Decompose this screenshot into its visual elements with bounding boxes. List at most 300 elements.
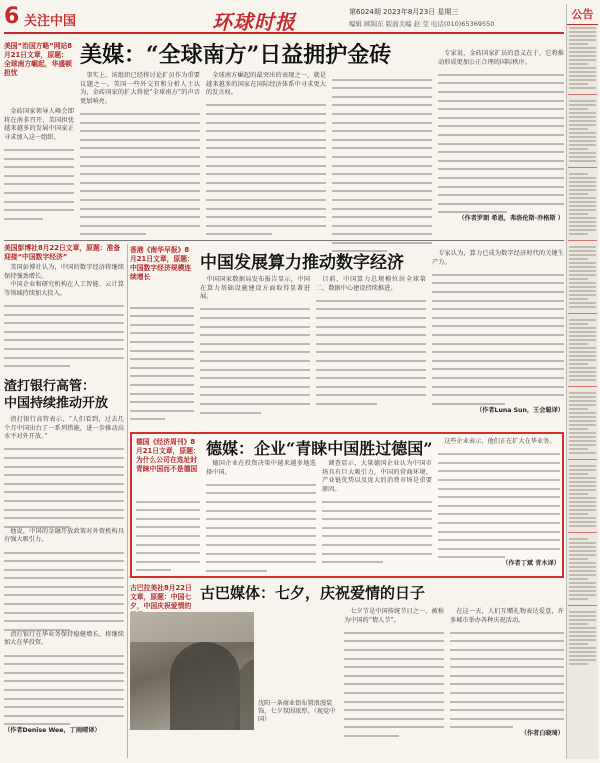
text-line — [80, 201, 200, 210]
text-line — [438, 481, 560, 490]
text-line — [316, 336, 426, 345]
notice-line — [569, 469, 596, 471]
text-line — [316, 353, 426, 362]
qixi-deck: 古巴拉美社8月22日文章，原题：中国七夕，中国庆祝爱情的 — [130, 584, 192, 610]
digital-prep-article — [4, 244, 124, 374]
text-line — [432, 353, 564, 362]
text-line — [432, 284, 564, 293]
text-line — [438, 541, 560, 550]
text-line — [438, 515, 560, 524]
text-line — [4, 468, 124, 477]
notice-line — [569, 136, 596, 138]
bank-paragraph: 渣打银行在华业务保持稳健增长，将继续加大在华投资。 — [4, 630, 124, 647]
text-line — [316, 310, 426, 319]
digital-body-col2 — [316, 276, 426, 426]
notice-line — [569, 343, 588, 345]
qixi-headline: 古巴媒体：七夕，庆祝爱情的日子 — [200, 584, 426, 602]
text-line — [130, 395, 194, 404]
section-name: 关注中国 — [24, 14, 77, 29]
notice-line — [569, 266, 596, 268]
text-line — [80, 149, 200, 158]
text-line — [344, 642, 444, 651]
text-line — [316, 371, 426, 380]
notice-line — [569, 67, 596, 69]
notice-line — [569, 140, 596, 142]
text-line — [80, 106, 200, 115]
text-line — [438, 110, 564, 119]
digital-prep-paragraph: 美国彭博社认为，中国的数字经济将继续保持强劲增长。 — [4, 264, 124, 280]
text-line — [450, 625, 564, 634]
text-line — [4, 657, 124, 666]
text-line — [450, 668, 564, 677]
notice-line — [569, 586, 596, 588]
lead-body-col1 — [4, 108, 74, 258]
notice-line — [569, 339, 596, 341]
text-line — [130, 317, 194, 326]
notice-line — [568, 532, 597, 533]
notice-line — [569, 448, 588, 450]
text-line — [438, 179, 564, 188]
text-line — [80, 210, 200, 219]
text-line — [432, 310, 564, 319]
text-line — [438, 102, 564, 111]
text-line — [316, 388, 426, 397]
notice-line — [569, 124, 596, 126]
text-line — [4, 708, 124, 717]
feature-deck: 德国《经济周刊》8月21日文章，原题：为什么公司在选址时青睐中国而不是德国 — [136, 438, 200, 473]
notice-line — [569, 355, 596, 357]
column-rule — [127, 244, 128, 758]
notice-line — [569, 558, 588, 560]
notice-line — [569, 274, 596, 276]
text-lines — [4, 442, 124, 528]
text-line — [432, 388, 564, 397]
qixi-body-col1 — [344, 608, 444, 758]
notice-line — [569, 550, 596, 552]
notice-line — [568, 386, 597, 387]
text-line — [438, 67, 564, 76]
text-line — [130, 369, 194, 378]
text-line — [344, 720, 444, 729]
notice-line — [569, 554, 596, 556]
text-line — [4, 614, 124, 623]
text-line — [438, 76, 564, 85]
text-line — [136, 546, 200, 555]
text-line — [200, 396, 310, 405]
qixi-paragraph: 在这一天，人们互赠礼物表达爱意，许多城市举办各种庆祝活动。 — [450, 608, 564, 624]
text-line — [344, 660, 444, 669]
notice-line — [568, 459, 597, 460]
notice-line — [569, 473, 588, 475]
text-line — [344, 694, 444, 703]
notice-line — [569, 282, 596, 284]
text-line — [432, 276, 564, 285]
notice-line — [569, 619, 596, 621]
text-line — [200, 362, 310, 371]
lead-paragraph: 事实上，该组织已经将讨论扩员作为重要议题之一。美国一些外交官和分析人士认为，金砖国家的扩大将使“全球南方”的声音更加响亮。 — [80, 72, 200, 105]
notice-line — [569, 132, 596, 134]
text-lines — [4, 142, 74, 219]
text-line — [332, 227, 432, 236]
text-line — [450, 660, 564, 669]
notice-line — [568, 313, 597, 314]
feature-byline: （作者丁斌 青木译） — [502, 560, 560, 568]
text-line — [136, 537, 200, 546]
text-line — [344, 728, 399, 737]
text-line — [316, 362, 426, 371]
notice-text — [567, 27, 598, 665]
text-line — [130, 386, 194, 395]
text-line — [322, 546, 432, 555]
text-line — [438, 127, 564, 136]
notice-line — [569, 505, 596, 507]
text-lines — [438, 447, 560, 559]
feature-body-col1 — [206, 460, 316, 578]
text-line — [4, 511, 124, 520]
text-line — [450, 634, 564, 643]
text-lines — [80, 106, 200, 235]
text-line — [438, 472, 560, 481]
digital-deck: 香港《南华早报》8月21日文章，原题：中国数字经济规模连续增长 — [130, 246, 194, 281]
notice-line — [569, 108, 588, 110]
text-line — [450, 694, 564, 703]
text-line — [136, 503, 200, 512]
text-line — [4, 648, 124, 657]
notice-line — [569, 39, 596, 41]
text-line — [316, 379, 426, 388]
notice-line — [569, 513, 588, 515]
text-line — [4, 605, 124, 614]
text-line — [432, 345, 564, 354]
notice-line — [569, 43, 588, 45]
notice-line — [569, 598, 588, 600]
text-line — [130, 360, 194, 369]
text-line — [206, 486, 316, 495]
notice-line — [569, 193, 588, 195]
text-line — [4, 485, 124, 494]
text-line — [130, 352, 194, 361]
notice-line — [569, 400, 596, 402]
lead-headline: 美媒：“全球南方”日益拥护金砖 — [80, 42, 392, 68]
notice-line — [569, 363, 588, 365]
text-line — [130, 334, 194, 343]
notice-line — [569, 104, 596, 106]
notice-line — [569, 359, 596, 361]
text-line — [332, 124, 432, 133]
text-line — [432, 370, 564, 379]
bank-article — [4, 378, 124, 758]
text-line — [344, 651, 444, 660]
bank-headline-line1: 渣打银行高管： — [4, 379, 96, 394]
text-line — [4, 185, 74, 194]
notice-line — [569, 173, 588, 175]
text-line — [206, 141, 326, 150]
notice-line — [569, 156, 596, 158]
text-line — [130, 309, 194, 318]
feature-body-col2 — [322, 460, 432, 578]
text-line — [332, 210, 432, 219]
text-line — [432, 319, 564, 328]
text-lines — [332, 72, 432, 252]
notice-line — [569, 562, 596, 564]
text-line — [332, 175, 432, 184]
notice-line — [569, 229, 596, 231]
notice-line — [569, 379, 596, 381]
text-line — [206, 563, 267, 572]
notice-line — [569, 331, 596, 333]
photo-caption: 沈阳一条商业街布置浪漫装饰，七夕氛围浓厚。（视觉中国） — [258, 700, 336, 723]
text-lines — [136, 494, 200, 571]
text-line — [4, 442, 124, 451]
notice-line — [569, 420, 596, 422]
notice-line — [569, 120, 596, 122]
text-line — [200, 328, 310, 337]
text-line — [200, 379, 310, 388]
text-line — [4, 307, 124, 316]
text-line — [4, 476, 124, 485]
text-line — [332, 115, 432, 124]
text-line — [4, 450, 124, 459]
text-line — [4, 177, 74, 186]
text-line — [450, 651, 564, 660]
text-line — [206, 477, 316, 486]
text-line — [4, 151, 74, 160]
lead-body-col3 — [206, 72, 326, 258]
notice-line — [568, 240, 597, 241]
text-line — [438, 145, 564, 154]
notice-line — [569, 327, 596, 329]
notice-line — [569, 392, 596, 394]
notice-line — [569, 250, 596, 252]
text-line — [322, 529, 432, 538]
text-line — [4, 459, 124, 468]
text-line — [432, 327, 564, 336]
notice-line — [569, 209, 596, 211]
text-line — [4, 545, 124, 554]
text-line — [450, 685, 564, 694]
qixi-body-col2 — [450, 608, 564, 758]
notice-line — [569, 639, 596, 641]
text-line — [332, 218, 432, 227]
notice-line — [569, 643, 588, 645]
text-line — [344, 711, 444, 720]
notice-line — [569, 205, 596, 207]
text-line — [438, 533, 560, 542]
text-line — [450, 703, 564, 712]
text-line — [316, 396, 377, 405]
notice-line — [569, 651, 596, 653]
notice-line — [569, 278, 588, 280]
text-line — [332, 98, 432, 107]
text-line — [200, 302, 310, 311]
text-line — [206, 124, 326, 133]
notice-line — [569, 452, 596, 454]
qixi-photo — [130, 612, 254, 730]
notice-line — [569, 497, 596, 499]
text-line — [4, 333, 124, 342]
notice-line — [569, 489, 596, 491]
text-line — [316, 302, 426, 311]
text-line — [206, 512, 316, 521]
lead-paragraph: 全球南方崛起的最突出的表现之一，就是越来越多的国家在国际经济体系中寻求更大的发言权。 — [206, 72, 326, 97]
text-line — [200, 388, 310, 397]
notice-line — [569, 185, 596, 187]
text-line — [206, 98, 326, 107]
text-line — [136, 511, 200, 520]
text-line — [80, 167, 200, 176]
text-line — [206, 175, 326, 184]
notice-line — [569, 570, 596, 572]
notice-line — [569, 323, 588, 325]
text-line — [80, 175, 200, 184]
text-line — [206, 494, 316, 503]
notice-line — [569, 416, 596, 418]
notice-line — [569, 465, 596, 467]
qixi-byline: （作者白晓琦） — [520, 730, 564, 738]
text-line — [200, 371, 310, 380]
text-lines — [4, 298, 124, 367]
text-line — [438, 196, 564, 205]
notice-line — [569, 659, 596, 661]
text-line — [136, 528, 200, 537]
notice-line — [569, 319, 596, 321]
edition-info: 第6024期 2023年8月23日 星期三 — [349, 8, 459, 16]
notice-line — [568, 94, 597, 95]
text-line — [322, 520, 432, 529]
notice-line — [569, 217, 596, 219]
text-line — [206, 115, 326, 124]
text-line — [432, 267, 564, 276]
notice-line — [569, 582, 596, 584]
text-line — [432, 396, 505, 405]
notice-line — [569, 35, 596, 37]
text-line — [450, 720, 513, 729]
text-lines — [206, 477, 316, 572]
notice-line — [569, 424, 596, 426]
notice-line — [569, 623, 588, 625]
notice-line — [569, 294, 596, 296]
text-line — [332, 149, 432, 158]
lead-paragraph: 专家说，金砖国家扩员的意义在于，它将推动形成更加公正合理的国际秩序。 — [438, 50, 564, 66]
notice-line — [569, 631, 596, 633]
notice-line — [569, 160, 596, 162]
text-line — [4, 682, 124, 691]
feature-body-col3 — [438, 438, 560, 578]
text-line — [4, 203, 74, 212]
notice-line — [569, 436, 596, 438]
text-line — [4, 579, 124, 588]
text-line — [438, 93, 564, 102]
notice-line — [569, 590, 596, 592]
text-line — [80, 115, 200, 124]
notice-line — [569, 270, 596, 272]
text-line — [4, 562, 124, 571]
text-line — [4, 324, 124, 333]
text-line — [432, 379, 564, 388]
text-lines — [130, 300, 194, 420]
text-line — [130, 326, 194, 335]
text-line — [206, 167, 326, 176]
text-line — [4, 691, 124, 700]
text-line — [206, 227, 272, 236]
notice-line — [569, 574, 596, 576]
notice-line — [569, 246, 596, 248]
text-lines — [438, 67, 564, 213]
text-line — [438, 447, 560, 456]
text-line — [200, 405, 261, 414]
text-line — [332, 141, 432, 150]
digital-prep-body — [4, 264, 124, 367]
notice-line — [569, 258, 588, 260]
notice-line — [569, 546, 596, 548]
text-line — [130, 412, 165, 421]
text-line — [438, 136, 564, 145]
notice-line — [569, 444, 596, 446]
text-line — [206, 503, 316, 512]
text-line — [206, 520, 316, 529]
text-line — [450, 677, 564, 686]
text-line — [136, 520, 200, 529]
text-line — [206, 201, 326, 210]
text-line — [206, 192, 326, 201]
notice-line — [569, 290, 596, 292]
notice-column — [566, 4, 598, 759]
bank-byline: （作者Denise Wee，丁雨晴译） — [4, 727, 101, 735]
digital-prep-paragraph: 中国企业和研究机构在人工智能、云计算等领域持续加大投入。 — [4, 281, 124, 297]
text-lines — [316, 293, 426, 405]
text-line — [316, 328, 426, 337]
text-line — [200, 345, 310, 354]
notice-line — [569, 566, 596, 568]
text-line — [4, 350, 124, 359]
digital-body-col0 — [130, 300, 194, 426]
newspaper-brand: 环球时报 — [212, 10, 296, 34]
text-line — [332, 201, 432, 210]
text-line — [206, 184, 326, 193]
text-line — [438, 507, 560, 516]
text-line — [344, 625, 444, 634]
lead-body-col4 — [332, 72, 432, 258]
notice-line — [569, 635, 596, 637]
lead-body-col5 — [438, 50, 564, 258]
text-line — [332, 72, 432, 81]
notice-line — [569, 100, 596, 102]
notice-line — [569, 440, 596, 442]
notice-line — [569, 221, 596, 223]
text-line — [4, 316, 124, 325]
notice-line — [569, 144, 596, 146]
bank-paragraph: 渣打银行高管表示，“人们看到，过去几个月中国出台了一系列措施，进一步推动高水平对外开放。” — [4, 416, 124, 441]
notice-line — [569, 112, 596, 114]
text-line — [4, 674, 124, 683]
notice-line — [569, 655, 596, 657]
notice-line — [569, 254, 596, 256]
digital-paragraph: 目前，中国算力总规模位居全球第二，数据中心建设持续推进。 — [316, 276, 426, 292]
text-line — [344, 703, 444, 712]
text-lines — [322, 494, 432, 563]
feature-body-col0 — [136, 494, 200, 578]
notice-line — [569, 594, 596, 596]
masthead — [4, 4, 564, 34]
notice-line — [569, 517, 596, 519]
notice-line — [569, 477, 596, 479]
text-line — [80, 184, 200, 193]
notice-line — [569, 177, 596, 179]
text-line — [344, 677, 444, 686]
text-line — [200, 310, 310, 319]
text-line — [332, 106, 432, 115]
notice-line — [569, 493, 588, 495]
